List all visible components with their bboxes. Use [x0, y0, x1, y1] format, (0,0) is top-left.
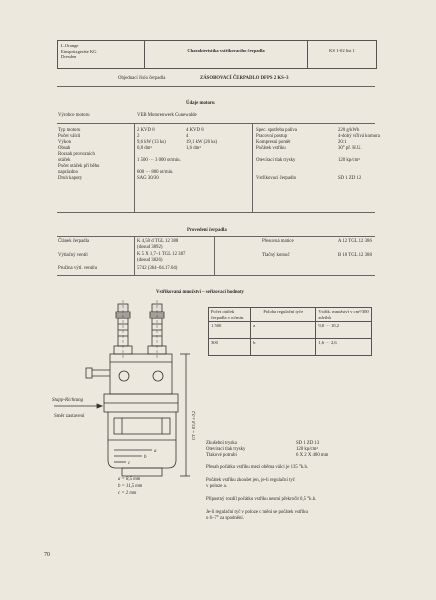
engine-right-value: SD 1 ZD 12	[338, 176, 362, 181]
engine-value: 0,8 dm³	[137, 146, 152, 151]
nozzle-value: 120 kp/cm²	[296, 447, 318, 452]
legend-line: c = 2 mm	[118, 491, 137, 496]
dimension-legend	[118, 476, 142, 497]
divider	[57, 236, 375, 237]
dimension-letter: c	[128, 461, 131, 466]
divider	[57, 123, 375, 124]
engine-right-label: Pracovní postup	[256, 134, 288, 139]
note: Přesah počátku vstřiku mezi oběma válci je 135 °k.h.	[206, 465, 309, 470]
table-cell: b	[251, 339, 316, 356]
engine-right-value: 220 g/kWh	[338, 128, 360, 133]
engine-label: Výkon	[58, 140, 72, 145]
column-line	[252, 124, 253, 212]
engine-right-value: 4-dobý vířivá komora	[338, 134, 380, 139]
divider	[57, 275, 375, 276]
engine-value: 19,1 kW (26 ks)	[186, 140, 218, 145]
engine-maker-value: VEB Motorenwerk Cunewalde	[137, 113, 197, 118]
engine-label: Počet válců	[58, 134, 81, 139]
column-header: Vstřik. množství v cm³/300 zdvihů	[316, 308, 372, 322]
engine-label: Druh kapoty	[58, 176, 83, 181]
engine-right-value: 120 kp/cm²	[338, 158, 360, 163]
nozzle-value: SD 1 ZD 13	[296, 441, 320, 446]
engine-right-label: Vstřikovací čerpadlo	[256, 176, 297, 181]
engine-heading: Údaje motoru	[186, 101, 215, 106]
pump-drawing	[52, 300, 202, 500]
dimension-letter: b	[144, 455, 147, 460]
column-line	[134, 237, 135, 275]
nozzle-value: 6 X 2 X 400 mm	[296, 453, 329, 458]
engine-label: Typ motoru	[58, 128, 81, 133]
table-cell: a	[251, 322, 316, 339]
engine-right-label: Otevírací tlak trysky	[256, 158, 296, 163]
sheet-number-text: KS 1-02 list 1	[329, 48, 355, 53]
column-header: Poloha regulační tyče	[251, 308, 316, 322]
engine-value: 2 KVD 8	[137, 128, 155, 133]
pump-right-value: A 12 TGL 12 386	[338, 239, 372, 244]
note: Přípustný rozdíl počátku vstřiku nesmí překročit 0,5 °k.h.	[206, 497, 317, 502]
issuer-line: Einspritzgeräte KG	[61, 48, 97, 54]
table-row	[209, 322, 372, 339]
table-row	[209, 339, 372, 356]
engine-right-value: 30° př. H.U.	[338, 146, 362, 151]
issuer-line: L.Orange	[61, 43, 79, 48]
table-cell: 1 500	[209, 322, 251, 339]
pump-value: K 4,50 d TGL 12 388 (dosud 3892)	[137, 239, 179, 250]
engine-right-label: Počátek vstřiku	[256, 146, 286, 151]
sheet-number	[308, 41, 376, 68]
direction-label: Směr zastavení	[54, 414, 85, 419]
pump-value: 5742 (364–04.17.04)	[137, 266, 178, 271]
engine-value: 2	[137, 134, 140, 139]
pump-label: Článek čerpadla	[58, 239, 90, 244]
legend-line: b = 11,5 mm	[118, 484, 143, 489]
pump-value: K 5 X 1,7–1 TGL 12 387 (dosud 3826)	[137, 252, 186, 263]
header-box	[57, 40, 377, 69]
issuer-line: Dresden	[61, 54, 77, 60]
engine-right-label: Spec. spotřeba paliva	[256, 128, 297, 133]
divider	[57, 212, 375, 213]
engine-label: Rozsah provozních	[58, 152, 95, 157]
engine-label: Počet otáček při běhu	[58, 164, 100, 169]
nozzle-label: Otevírací tlak trysky	[206, 447, 246, 452]
engine-value: 600 ··· 800 ot/min.	[137, 170, 174, 175]
dimension-label: UT = 83,8 ± 0,2	[191, 410, 196, 440]
pump-label: Pružina výtl. ventilu	[58, 266, 98, 271]
pump-right-value: B 10 TGL 12 388	[338, 253, 372, 258]
engine-value: 4	[186, 134, 189, 139]
document-title	[145, 41, 308, 68]
stapp-label: Stapp-Richtung	[52, 398, 84, 403]
note: Počátek vstřiku zkoušet jen, je-li regulační tyč v poloze a.	[206, 478, 295, 489]
engine-label: Obsah	[58, 146, 71, 151]
engine-value: 1,6 dm³	[186, 146, 201, 151]
dimension-letter: a	[154, 449, 157, 454]
page-number: 70	[44, 552, 50, 558]
delivery-table	[208, 307, 372, 356]
legend-line: a = 8,5 mm	[118, 477, 141, 482]
table-cell: 9,8 ··· 10,2	[316, 322, 372, 339]
column-header: Počet otáček čerpadla v ot/min.	[209, 308, 251, 322]
engine-right-label: Kompresní poměr	[256, 140, 291, 145]
engine-value: 4 KVD 8	[186, 128, 204, 133]
table-cell: 1,6 ··· 2,6	[316, 339, 372, 356]
engine-value: 1 500 ··· 3 000 ot/min.	[137, 158, 181, 163]
engine-label: naprázdno	[58, 170, 78, 175]
issuer-cell	[58, 41, 145, 68]
pump-heading: Provedení čerpadla	[187, 228, 227, 233]
engine-value: SAG 30/30	[137, 176, 159, 181]
engine-label: otáček	[58, 158, 71, 163]
table-header-row	[209, 308, 372, 322]
pump-label: Výtlačný ventil	[58, 253, 88, 258]
divider	[57, 86, 375, 87]
column-line	[134, 124, 135, 212]
order-value: ZÁSOBOVACÍ ČERPADLO DFPS 2 KS–3	[200, 76, 289, 81]
engine-value: 9,6 kW (13 ks)	[137, 140, 166, 145]
engine-right-value: 20:1	[338, 140, 347, 145]
document-title-text: Charakteristika vstřikovacího čerpadla	[187, 48, 265, 53]
table-cell: 300	[209, 339, 251, 356]
nozzle-label: Zkušební tryska	[206, 441, 237, 446]
engine-maker-label: Výrobce motoru	[58, 113, 90, 118]
note: Je-li regulační tyč v poloze c mění se počátek vstřiku o 6–7° za spodnění.	[206, 510, 308, 521]
pump-right-label: Tlačný kotouč	[262, 253, 290, 258]
delivery-heading: Vstřikovaná množství – seřizovací hodnoty	[156, 290, 244, 295]
column-line	[214, 237, 215, 275]
order-label: Objednací číslo čerpadla	[118, 76, 166, 81]
nozzle-label: Tlakové potrubí	[206, 453, 237, 458]
pump-right-label: Přesuvná matice	[262, 239, 294, 244]
